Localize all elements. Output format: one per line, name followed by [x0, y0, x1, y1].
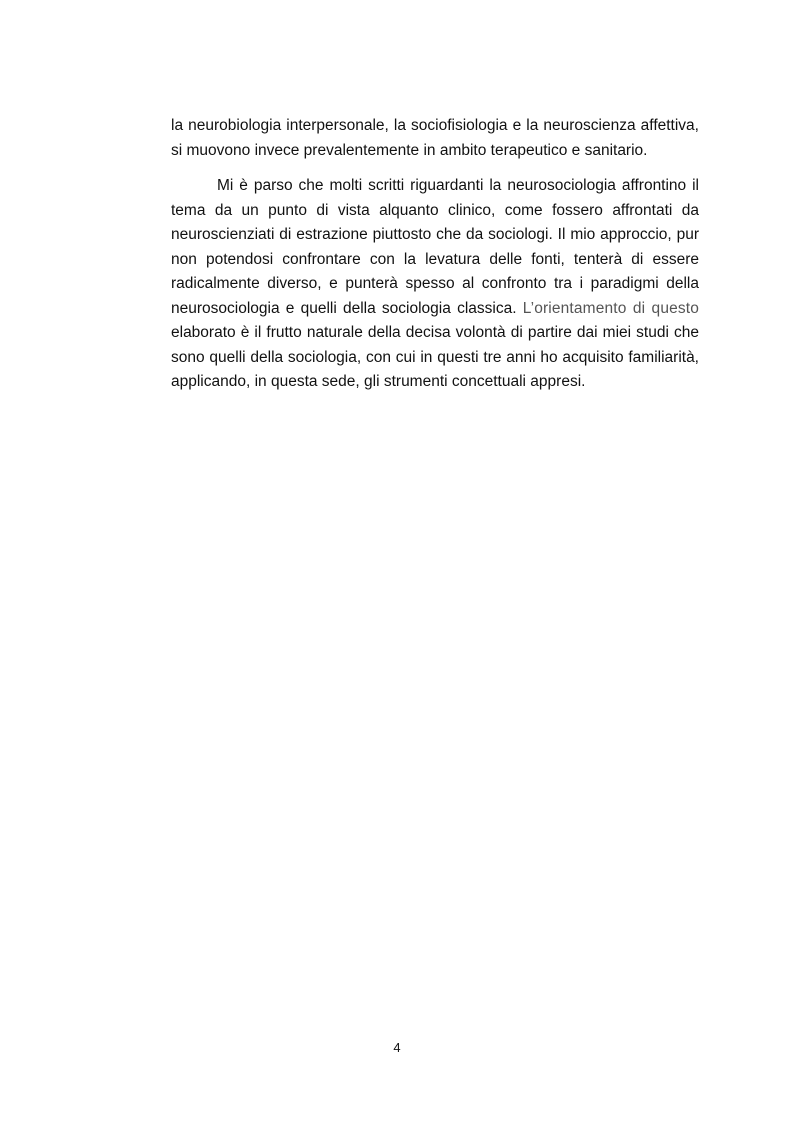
- paragraph-2: [171, 174, 699, 395]
- paragraph-2-text-start: Mi è parso che molti scritti riguardanti la neurosociologia affrontino il tema da un punto di vista alquanto clinico, come fossero affrontati da neuroscienziati di estrazione piuttosto che da sociologi. Il mio approccio, pur non potendosi confrontare con la levatura delle fonti, tenterà di essere radicalmente diverso, e punterà spesso al confronto tra i paradigmi della neurosociologia e quelli della sociologia classica.: [171, 177, 699, 317]
- page-number: 4: [393, 1040, 401, 1055]
- body-text: [171, 114, 699, 395]
- paragraph-2-text-end: elaborato è il frutto naturale della decisa volontà di partire dai miei studi che sono quelli della sociologia, con cui in questi tre anni ho acquisito familiarità, applicando, in questa sede, gli strumenti concettuali appresi.: [171, 324, 699, 390]
- paragraph-2-light-phrase: L’orientamento di questo: [522, 299, 699, 317]
- paragraph-1: [171, 114, 699, 163]
- paragraph-1-text: la neurobiologia interpersonale, la sociofisiologia e la neuroscienza affettiva, si muovono invece prevalentemente in ambito terapeutico e sanitario.: [171, 117, 699, 159]
